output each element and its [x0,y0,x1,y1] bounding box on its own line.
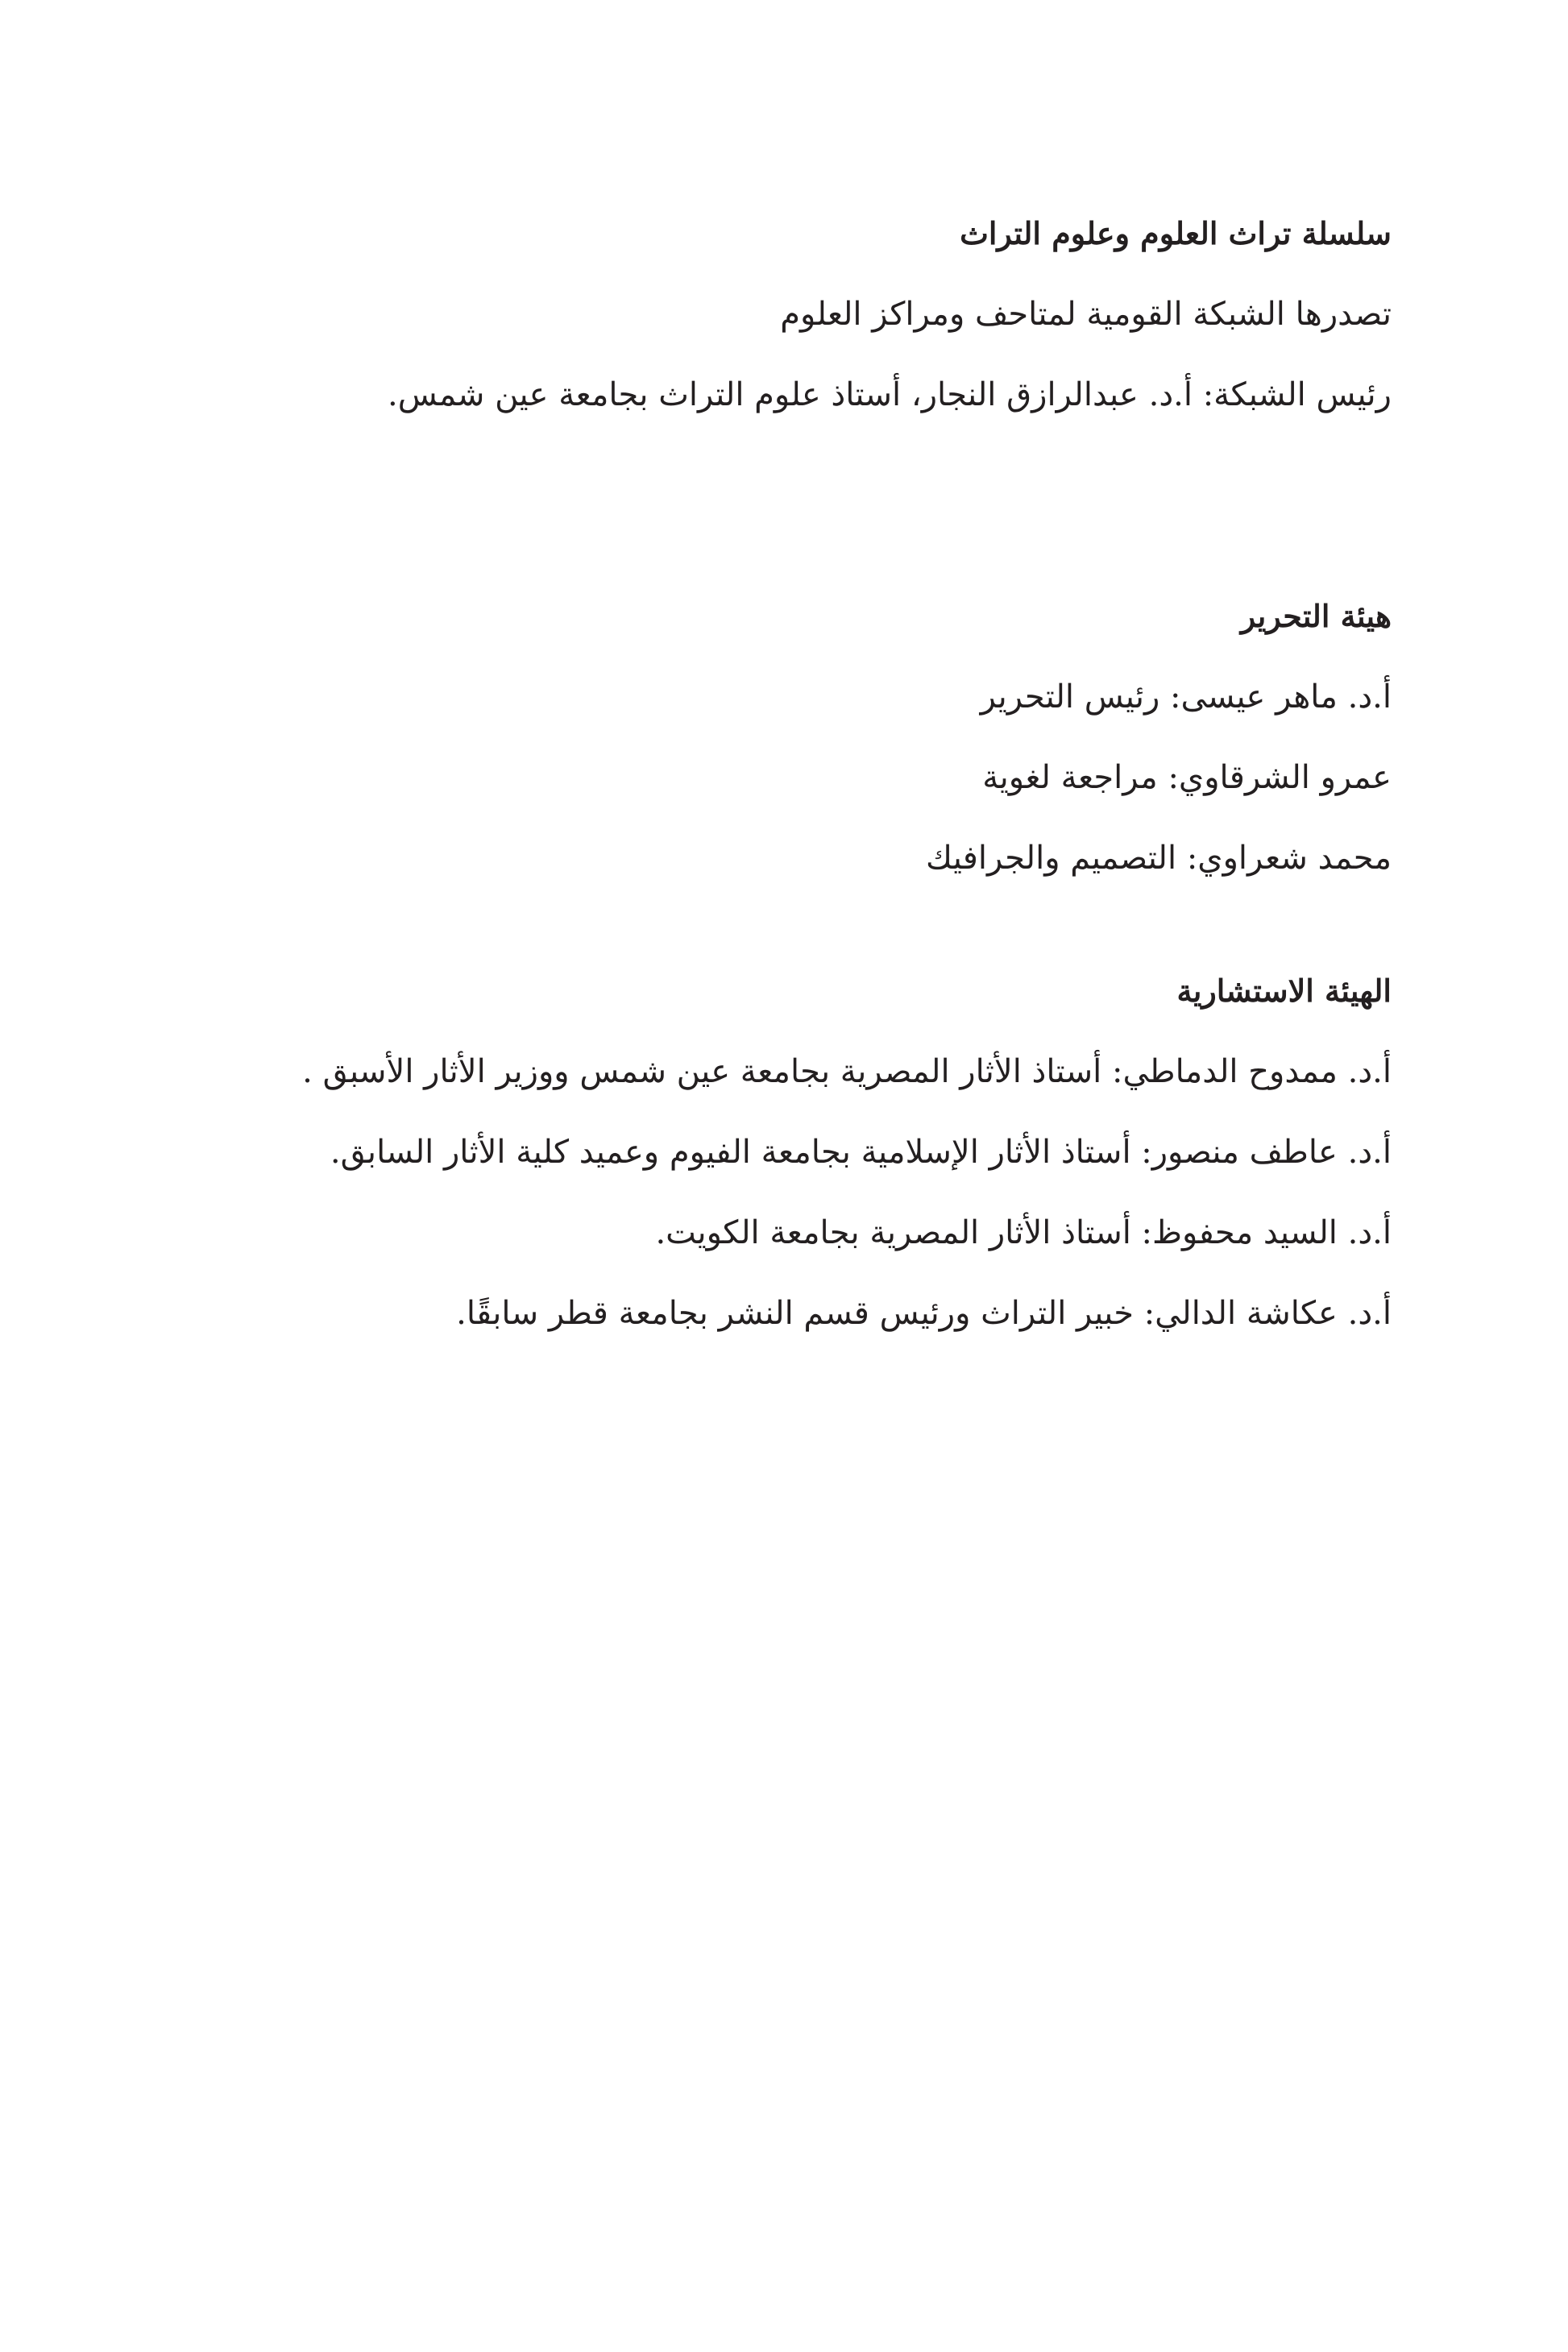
editorial-member: عمرو الشرقاوي: مراجعة لغوية [982,759,1392,796]
series-publisher: تصدرها الشبكة القومية لمتاحف ومراكز العلوم [780,296,1392,333]
series-title: سلسلة تراث العلوم وعلوم التراث [960,215,1392,251]
editorial-board-heading: هيئة التحرير [1240,598,1392,634]
advisory-member: أ.د. عاطف منصور: أستاذ الأثار الإسلامية بجامعة الفيوم وعميد كلية الأثار السابق. [330,1134,1392,1171]
advisory-member: أ.د. عكاشة الدالي: خبير التراث ورئيس قسم النشر بجامعة قطر سابقًا. [456,1295,1392,1332]
editorial-member: محمد شعراوي: التصميم والجرافيك [925,840,1392,877]
network-head: رئيس الشبكة: أ.د. عبدالرازق النجار، أستاذ علوم التراث بجامعة عين شمس. [388,376,1392,413]
advisory-member: أ.د. السيد محفوظ: أستاذ الأثار المصرية بجامعة الكويت. [655,1214,1392,1251]
series-info [135,193,1392,435]
editorial-member: أ.د. ماهر عيسى: رئيس التحرير [980,678,1392,716]
advisory-board [135,951,1392,1354]
editorial-board [135,576,1392,898]
advisory-board-heading: الهيئة الاستشارية [1176,973,1392,1009]
advisory-member: أ.د. ممدوح الدماطي: أستاذ الأثار المصرية بجامعة عين شمس ووزير الأثار الأسبق . [302,1053,1392,1090]
